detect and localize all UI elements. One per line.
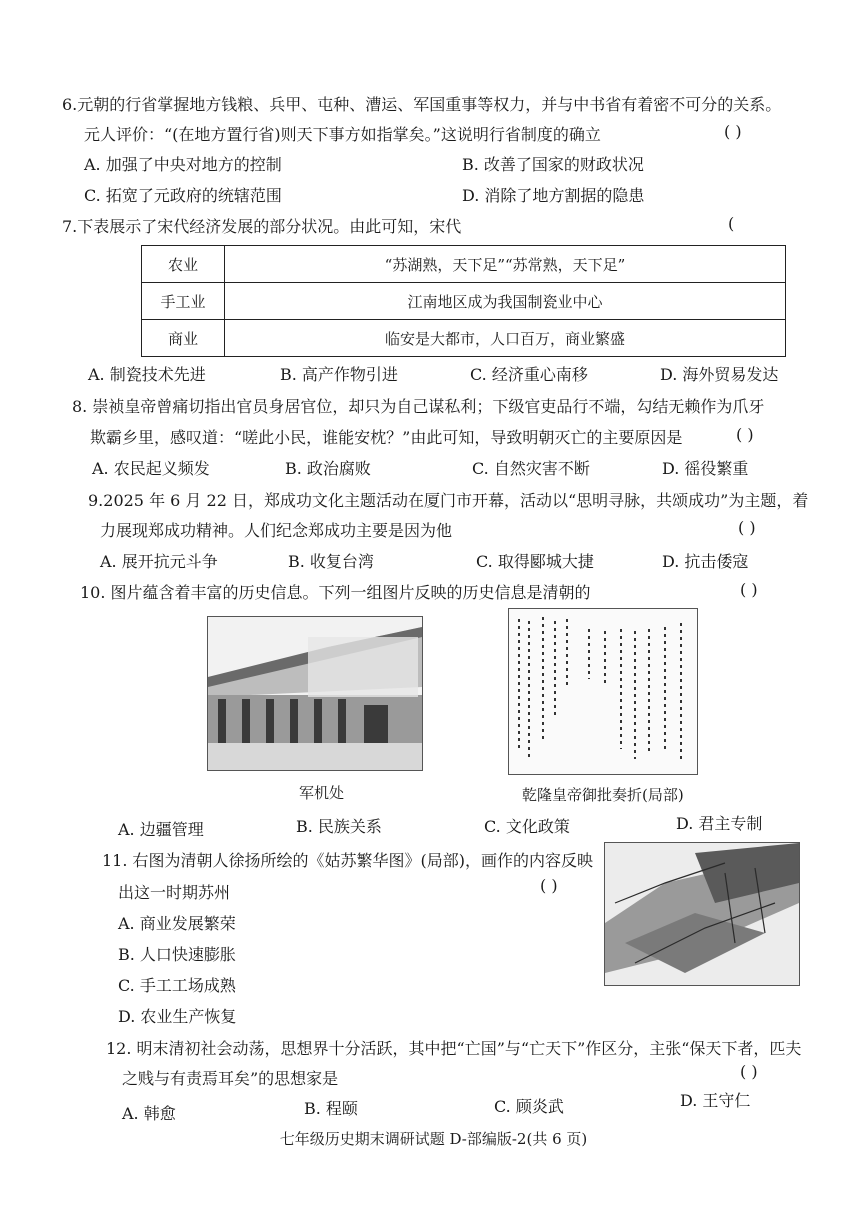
q11-option-c: C. 手工工场成熟 <box>118 976 236 995</box>
q9-option-a: A. 展开抗元斗争 <box>100 552 218 571</box>
q6-option-b: B. 改善了国家的财政状况 <box>462 155 644 174</box>
q11-option-b: B. 人口快速膨胀 <box>118 945 236 964</box>
q7-option-d: D. 海外贸易发达 <box>660 365 779 384</box>
q6-answer-bracket: ( ) <box>724 122 742 141</box>
q6-line-1: 6.元朝的行省掌握地方钱粮、兵甲、屯种、漕运、军国重事等权力，并与中书省有着密不可分的关系。 <box>62 95 782 114</box>
q6-line-2: 元人评价：“(在地方置行省)则天下事方如指掌矣。”这说明行省制度的确立 <box>84 125 601 144</box>
table-row <box>142 320 786 357</box>
q11-option-a: A. 商业发展繁荣 <box>118 914 236 933</box>
table-cell-description: 临安是大都市，人口百万，商业繁盛 <box>225 320 786 357</box>
q9-option-b: B. 收复台湾 <box>288 552 374 571</box>
caption-grand-council: 军机处 <box>299 784 345 802</box>
q10-option-c: C. 文化政策 <box>484 817 570 836</box>
table-row <box>142 283 786 320</box>
q8-option-d: D. 徭役繁重 <box>662 459 749 478</box>
q9-option-c: C. 取得郾城大捷 <box>476 552 594 571</box>
q10-option-d: D. 君主专制 <box>676 814 763 833</box>
calligraphy-illustration <box>509 609 697 774</box>
q6-option-d: D. 消除了地方割据的隐患 <box>462 186 645 205</box>
q9-line-2: 力展现郑成功精神。人们纪念郑成功主要是因为他 <box>100 521 453 540</box>
q12-line-2: 之贱与有责焉耳矣”的思想家是 <box>122 1069 339 1088</box>
q7-economy-table <box>141 245 786 357</box>
q11-line-1: 11. 右图为清朝人徐扬所绘的《姑苏繁华图》(局部)，画作的内容反映 <box>102 851 594 870</box>
memorial-document-image <box>508 608 698 775</box>
q8-option-c: C. 自然灾害不断 <box>472 459 590 478</box>
q12-option-b: B. 程颐 <box>304 1099 358 1118</box>
q10-option-a: A. 边疆管理 <box>118 820 204 839</box>
q10-line-1: 10. 图片蕴含着丰富的历史信息。下列一组图片反映的历史信息是清朝的 <box>80 583 591 602</box>
table-cell-category: 商业 <box>142 320 225 357</box>
q8-line-1: 8. 崇祯皇帝曾痛切指出官员身居官位，却只为自己谋私利；下级官吏品行不端，勾结无赖作为爪牙 <box>72 397 765 416</box>
q12-option-d: D. 王守仁 <box>680 1091 751 1110</box>
q8-option-a: A. 农民起义频发 <box>92 459 210 478</box>
q12-line-1: 12. 明末清初社会动荡，思想界十分活跃，其中把“亡国”与“亡天下”作区分，主张“保天下者，匹夫 <box>106 1039 802 1058</box>
q8-line-2: 欺霸乡里，感叹道：“嗟此小民，谁能安枕？”由此可知，导致明朝灭亡的主要原因是 <box>90 428 683 447</box>
q12-option-a: A. 韩愈 <box>122 1104 176 1123</box>
q12-option-c: C. 顾炎武 <box>494 1097 564 1116</box>
q11-answer-bracket: ( ) <box>540 876 558 895</box>
grand-council-photo <box>207 616 423 771</box>
table-cell-category: 手工业 <box>142 283 225 320</box>
q12-answer-bracket: ( ) <box>740 1062 758 1081</box>
q7-option-b: B. 高产作物引进 <box>280 365 398 384</box>
q7-line-1: 7.下表展示了宋代经济发展的部分状况。由此可知，宋代 <box>62 217 462 236</box>
q7-option-c: C. 经济重心南移 <box>470 365 588 384</box>
q10-answer-bracket: ( ) <box>740 580 758 599</box>
q6-option-c: C. 拓宽了元政府的统辖范围 <box>84 186 282 205</box>
q9-option-d: D. 抗击倭寇 <box>662 552 749 571</box>
q8-answer-bracket: ( ) <box>736 425 754 444</box>
caption-memorial: 乾隆皇帝御批奏折(局部) <box>522 786 684 804</box>
q9-line-1: 9.2025 年 6 月 22 日，郑成功文化主题活动在厦门市开幕，活动以“思明寻脉，共颂成功”为主题，着 <box>88 491 809 510</box>
q8-option-b: B. 政治腐败 <box>285 459 371 478</box>
q6-option-a: A. 加强了中央对地方的控制 <box>84 155 282 174</box>
table-row <box>142 246 786 283</box>
gusu-painting-image <box>604 842 800 986</box>
q9-answer-bracket: ( ) <box>738 518 756 537</box>
q11-option-d: D. 农业生产恢复 <box>118 1007 237 1026</box>
q11-line-2: 出这一时期苏州 <box>118 883 231 902</box>
building-illustration <box>208 617 422 770</box>
q10-option-b: B. 民族关系 <box>296 817 382 836</box>
painting-illustration <box>605 843 799 985</box>
table-cell-description: 江南地区成为我国制瓷业中心 <box>225 283 786 320</box>
q7-option-a: A. 制瓷技术先进 <box>88 365 206 384</box>
page-footer: 七年级历史期末调研试题 D-部编版-2(共 6 页) <box>279 1130 588 1148</box>
q7-answer-bracket: ( <box>728 214 735 233</box>
table-cell-description: “苏湖熟，天下足”“苏常熟，天下足” <box>225 246 786 283</box>
table-cell-category: 农业 <box>142 246 225 283</box>
